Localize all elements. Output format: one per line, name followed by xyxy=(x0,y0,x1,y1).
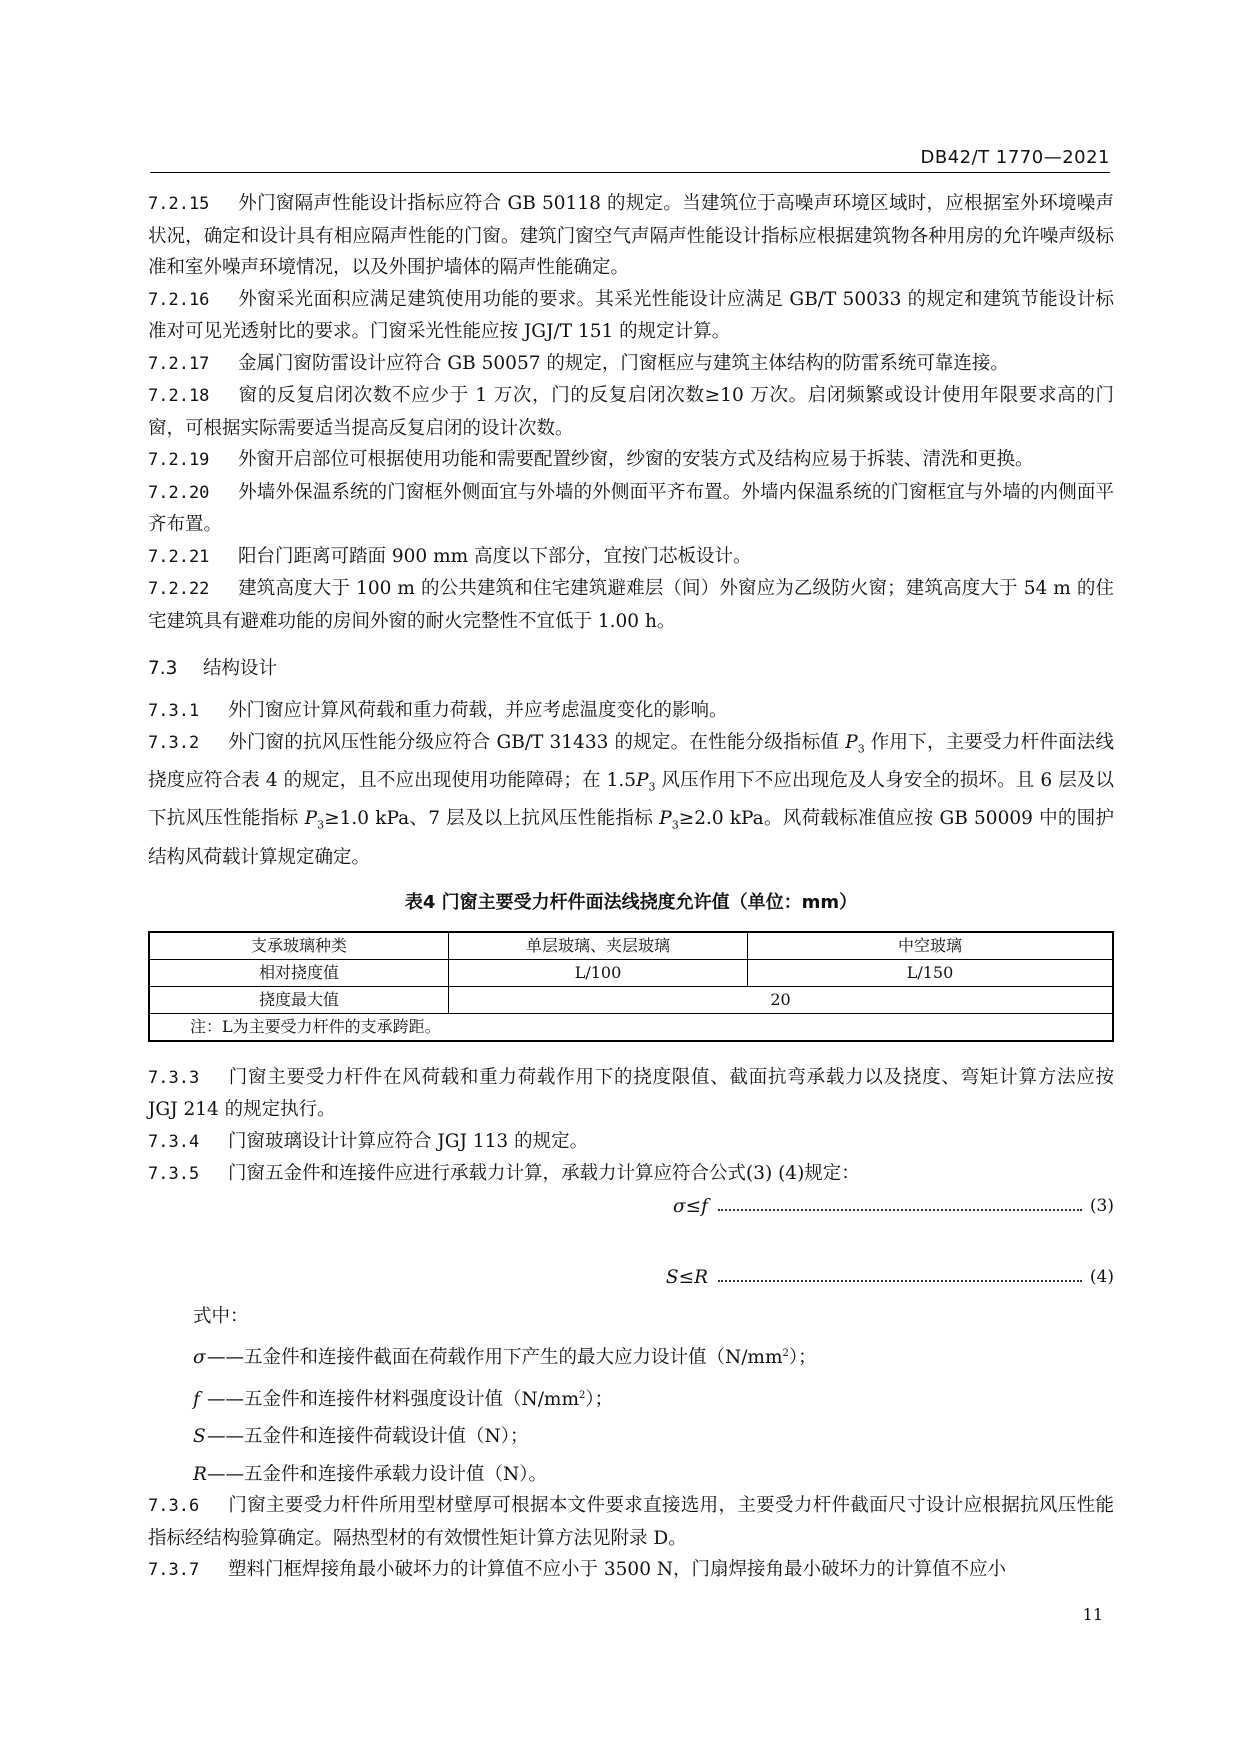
table-cell: L/100 xyxy=(449,959,748,986)
clause-7-2-16: 7.2.16 外窗采光面积应满足建筑使用功能的要求。其采光性能设计应满足 GB/T 50033 的规定和建筑节能设计标准对可见光透射比的要求。门窗采光性能应按 JGJ/T 151 的规定计算。 xyxy=(148,288,1114,342)
symbol-definition: σ——五金件和连接件截面在荷载作用下产生的最大应力设计值$(N/mm^2)$； xyxy=(193,1347,817,1369)
leader-dots xyxy=(718,1280,1082,1282)
page-content xyxy=(148,188,1114,1587)
table-cell: 支承玻璃种类 xyxy=(149,932,449,960)
table-cell: 挠度最大值 xyxy=(149,986,449,1013)
table-row xyxy=(149,959,1113,986)
table-row xyxy=(149,986,1113,1013)
clause-7-3-4: 7.3.4 门窗玻璃设计计算应符合 JGJ 113 的规定。 xyxy=(148,1130,589,1152)
clause-7-3-3: 7.3.3 门窗主要受力杆件在风荷载和重力荷载作用下的挠度限值、截面抗弯承载力以及挠度、弯矩计算方法应按 JGJ 214 的规定执行。 xyxy=(148,1066,1114,1121)
leader-dots xyxy=(718,1209,1082,1211)
formula-3: σ≤f (3) xyxy=(673,1196,1114,1218)
symbol-definition: R——五金件和连接件承载力设计值（N）。 xyxy=(193,1463,547,1485)
table-cell: 20 xyxy=(449,986,1114,1013)
table-cell: 相对挠度值 xyxy=(149,959,449,986)
symbol-definition: S——五金件和连接件荷载设计值（N）； xyxy=(193,1426,529,1448)
clause-7-2-17: 7.2.17 金属门窗防雷设计应符合 GB 50057 的规定，门窗框应与建筑主体结构的防雷系统可靠连接。 xyxy=(148,352,1009,374)
clause-7-2-18: 7.2.18 窗的反复启闭次数不应少于 1 万次，门的反复启闭次数≥10 万次。启闭频繁或设计使用年限要求高的门窗，可根据实际需要适当提高反复启闭的设计次数。 xyxy=(148,385,1114,439)
clause-7-2-19: 7.2.19 外窗开启部位可根据使用功能和需要配置纱窗，纱窗的安装方式及结构应易于拆装、清洗和更换。 xyxy=(148,449,1034,470)
clause-7-3-7: 7.3.7 塑料门框焊接角最小破坏力的计算值不应小于 3500 N，门扇焊接角最小破坏力的计算值不应小 xyxy=(148,1559,1007,1581)
table-cell: 单层玻璃、夹层玻璃 xyxy=(449,932,748,960)
page-number: 11 xyxy=(1082,1605,1103,1624)
clause-7-3-6: 7.3.6 门窗主要受力杆件所用型材壁厚可根据本文件要求直接选用，主要受力杆件截面尺寸设计应根据抗风压性能指标经结构验算确定。隔热型材的有效惯性矩计算方法见附录 D。 xyxy=(148,1495,1114,1549)
clause-7-3-2: 7.3.2 外门窗的抗风压性能分级应符合 GB/T 31433 的规定。在性能分级指标值 $P_3$ 作用下，主要受力杆件面法线挠度应符合表 4 的规定，且不应出现使用功能障碍；在 $1.5P_3$ 风压作用下不应出现危及人身安全的损坏。且 6 层及以下抗风压性能指标 $P_3\ge 1.0$ kPa、7 层及以上抗风压性能指标 $P_3\ge 2.0$ kPa。风荷载标准值应按 GB 50009 中的围护结构风荷载计算规定确定。 xyxy=(148,732,1114,868)
deflection-table xyxy=(148,931,1114,1042)
document-id: DB42/T 1770—2021 xyxy=(920,147,1110,168)
formula-4: S≤R (4) xyxy=(665,1267,1114,1289)
clause-7-2-21: 7.2.21 阳台门距离可踏面 900 mm 高度以下部分，宜按门芯板设计。 xyxy=(148,545,752,567)
clause-7-3-1: 7.3.1 外门窗应计算风荷载和重力荷载，并应考虑温度变化的影响。 xyxy=(148,699,728,721)
table-cell: 中空玻璃 xyxy=(748,932,1114,960)
clause-7-2-15: 7.2.15 外门窗隔声性能设计指标应符合 GB 50118 的规定。当建筑位于高噪声环境区域时，应根据室外环境噪声状况，确定和设计具有相应隔声性能的门窗。建筑门窗空气声隔声性能设计指标应根据建筑物各种用房的允许噪声级标准和室外噪声环境情况，以及外围护墙体的隔声性能确定。 xyxy=(148,193,1114,278)
clause-7-3-5: 7.3.5 门窗五金件和连接件应进行承载力计算，承载力计算应符合公式(3) (4)规定： xyxy=(148,1163,860,1185)
table-caption: 表4 门窗主要受力杆件面法线挠度允许值（单位：mm） xyxy=(404,892,858,914)
section-heading: 7.3 结构设计 xyxy=(148,658,278,679)
table-cell: L/150 xyxy=(748,959,1114,986)
table-note: 注：L为主要受力杆件的支承跨距。 xyxy=(149,1013,1113,1041)
table-row xyxy=(149,932,1113,960)
table-row xyxy=(149,1013,1113,1041)
symbol-definition: f ——五金件和连接件材料强度设计值$(N/mm^2)$； xyxy=(193,1388,614,1410)
clause-7-2-20: 7.2.20 外墙外保温系统的门窗框外侧面宜与外墙的外侧面平齐布置。外墙内保温系统的门窗框宜与外墙的内侧面平齐布置。 xyxy=(148,481,1114,535)
where-label: 式中： xyxy=(193,1305,249,1327)
clause-7-2-22: 7.2.22 建筑高度大于 100 m 的公共建筑和住宅建筑避难层（间）外窗应为乙级防火窗；建筑高度大于 54 m 的住宅建筑具有避难功能的房间外窗的耐火完整性不宜低于 1.00 h。 xyxy=(148,578,1114,632)
header-rule xyxy=(150,172,1110,173)
